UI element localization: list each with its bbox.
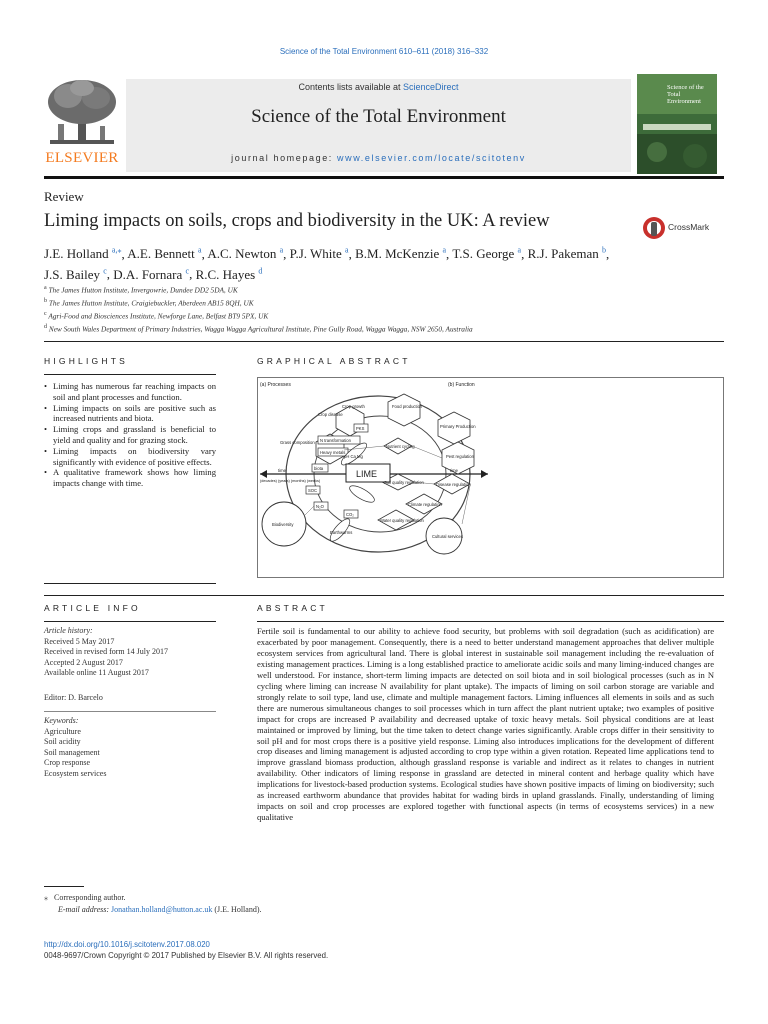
journal-homepage: journal homepage: www.elsevier.com/locate/scitotenv [231, 153, 526, 163]
crossmark-button[interactable] [642, 214, 726, 242]
journal-reference-link[interactable]: Science of the Total Environment 610–611 (2018) 316–332 [279, 47, 489, 56]
ga-node: N₂O [316, 504, 324, 509]
ga-node: Pest regulation [446, 454, 474, 459]
ga-node: Food production [392, 404, 423, 409]
affiliation: $^a$ The James Hutton Institute, Invergowrie, Dundee DD2 5DA, UK [44, 285, 238, 295]
sciencedirect-link[interactable]: ScienceDirect [403, 82, 459, 92]
keyword: Agriculture [44, 726, 81, 736]
cover-title-line-2: Total Environment [667, 91, 701, 105]
ga-node: Primary Production [440, 424, 476, 429]
highlight-item: • Liming impacts on soils are positive such as increased nutrients and biota. [44, 403, 216, 425]
footnote-rule [44, 886, 84, 887]
header-rule [44, 176, 724, 179]
author[interactable]: P.J. White $^a$ [289, 246, 349, 262]
ga-time-label: time [278, 468, 286, 473]
journal-title: Science of the Total Environment [251, 106, 506, 127]
email-suffix: (J.E. Holland). [214, 905, 262, 914]
abstract-heading: ABSTRACT [257, 603, 328, 613]
editor-line: Editor: D. Barcelo [44, 693, 103, 702]
ga-time-scale: (decades) (years) (months) (weeks) [260, 479, 321, 483]
graphical-abstract-figure[interactable] [257, 377, 724, 578]
author[interactable]: J.S. Bailey $^c$ [44, 266, 107, 282]
keyword: Soil acidity [44, 737, 81, 747]
author[interactable]: D.A. Fornara $^c$ [113, 266, 190, 282]
ga-node: Earthworms [330, 530, 353, 535]
history-item: Accepted 2 August 2017 [44, 657, 123, 667]
ga-function-label: (b) Function [448, 382, 475, 388]
article-title: Liming impacts on soils, crops and biodiversity in the UK: A review [44, 211, 550, 231]
ga-node: Crop disease [318, 412, 343, 417]
ga-time-label: time [450, 468, 458, 473]
article-footer [44, 939, 544, 961]
affiliation: $^d$ New South Wales Department of Primary Industries, Wagga Wagga Agricultural Institute, Pine Gully Road, Wagga Wagga, NSW 2650, Australia [44, 323, 473, 334]
history-label: Article history: [44, 626, 93, 635]
ga-node: CO₂ [346, 512, 354, 517]
highlight-item: • Liming has numerous far reaching impacts on soil and plant processes and function. [44, 381, 216, 403]
affiliation: $^b$ The James Hutton Institute, Craigiebuckler, Aberdeen AB15 8QH, UK [44, 297, 254, 308]
email-label: E-mail address: [58, 905, 110, 914]
author[interactable]: J.E. Holland $^{a,⁎}$ [44, 246, 122, 262]
cover-title-line-1: Science of the [667, 84, 704, 91]
author[interactable]: A.C. Newton $^a$ [207, 246, 284, 262]
ga-node: Water quality regulation [380, 518, 424, 523]
history-item: Received 5 May 2017 [44, 636, 115, 646]
ga-node: Grass composition [280, 440, 315, 445]
highlights-heading: HIGHLIGHTS [44, 356, 128, 366]
author-list: J.E. Holland $^{a,⁎}$, A.E. Bennett $^a$, A.C. Newton $^a$, P.J. White $^a$, B.M. McKenzie $^a$, T.S. George $^a$, R.J. Pakeman $^b$, J.S. Bailey $^c$, D.A. Fornara $^c$, R.C. Hayes $^d$ [44, 246, 610, 282]
affiliations-rule [44, 341, 724, 342]
author[interactable]: A.E. Bennett $^a$ [127, 246, 202, 262]
article-info-top-rule [44, 595, 724, 596]
publisher-name: ELSEVIER [45, 150, 119, 166]
ga-node: Crop growth [342, 404, 365, 409]
abstract-rule [257, 621, 724, 622]
ga-node: pH Ca Mg [344, 454, 363, 459]
keyword: Soil management [44, 747, 100, 757]
footnote-marker: ⁎ [44, 893, 48, 902]
keywords [44, 716, 216, 780]
highlights-rule [44, 374, 216, 375]
article-history [44, 626, 216, 679]
doi-link[interactable]: http://dx.doi.org/10.1016/j.scitotenv.2017.08.020 [44, 940, 210, 949]
footnote [44, 892, 444, 916]
abstract-text: Fertile soil is fundamental to our ability to achieve food security, but problems with soil degradation (such as acidification) are exacerbated by poor management. Consequently, there is a need to better understand management approaches that deliver multiple ecosystem services from agricultural land. There is global interest in sustainable soil management including the re-evaluation of existing management practices. Liming is a long established practice to ameliorate acidic soils and many liming-induced changes are well understood. For instance, short-term liming impacts are detected on soil biota and in soil biological processes (such as in N cycling where liming can increase N availability for plant uptake). The impacts of liming on soil carbon storage are variable and strongly relate to soil type, land use, climate and multiple management factors. Liming influences all elements in soils and as such there are numerous simultaneous changes to soil processes which in turn affect the plant nutrient uptake; two examples of positive impact for crops are increased P availability and decreased uptake of toxic heavy metals. Soil physical conditions are at least maintained or improved by liming, but the time taken to detect change varies significantly. Arable crops differ in their sensitivity to soil pH and for most crops there is a positive yield response. Liming also introduces implications for the development of different crop diseases and liming management is adjusted according to crop type within a given rotation. Repeated lime applications tend to improve grassland biomass production, although grassland response is variable and indirect as it relates to changes in nutrient availability. Other indicators of liming response in grassland are detected in mineral content and herbage quality which have implications for livestock-based production systems. Ecological studies have shown positive impacts of liming on biodiversity; such as increased earthworm abundance that provides habitat for wading birds in upland grasslands. Finally, understanding of liming impacts on soil and crop processes are explored together with functional aspects (in terms of ecosystems services) in a new qualitative [257, 626, 714, 823]
ga-node: N transformation [320, 438, 351, 443]
ga-node: Disease regulation [436, 482, 471, 487]
affiliations [44, 283, 704, 335]
ga-node: Nutrient cycling [386, 444, 415, 449]
keyword: Crop response [44, 758, 90, 768]
ga-node: PKS [356, 426, 365, 431]
author[interactable]: B.M. McKenzie $^a$ [355, 246, 447, 262]
highlights-list [44, 381, 216, 489]
article-info-rule [44, 621, 216, 622]
author[interactable]: T.S. George $^a$ [452, 246, 522, 262]
ga-node: Climate regulation [408, 502, 442, 507]
history-item: Available online 11 August 2017 [44, 668, 149, 678]
affiliation: $^c$ Agri-Food and Biosciences Institute, Newforge Lane, Belfast BT9 5PX, UK [44, 310, 269, 321]
crossmark-label: CrossMark [668, 222, 710, 232]
keywords-label: Keywords: [44, 716, 79, 725]
article-type: Review [44, 189, 84, 204]
ga-node: Heavy metals [320, 450, 346, 455]
graphical-abstract-heading: GRAPHICAL ABSTRACT [257, 356, 411, 366]
history-item: Received in revised form 14 July 2017 [44, 647, 168, 657]
author[interactable]: R.C. Hayes $^d$ [195, 266, 263, 282]
author-email-link[interactable]: Jonathan.holland@hutton.ac.uk [111, 905, 213, 914]
copyright: 0048-9697/Crown Copyright © 2017 Published by Elsevier B.V. All rights reserved. [44, 951, 329, 960]
ga-node: Cultural services [432, 534, 463, 539]
ga-node: Soil quality regulation [384, 480, 424, 485]
ga-node: Biodiversity [272, 522, 294, 527]
homepage-link[interactable]: www.elsevier.com/locate/scitotenv [337, 153, 526, 163]
highlight-item: • A qualitative framework shows how liming impacts change with time. [44, 467, 216, 489]
keyword: Ecosystem services [44, 768, 107, 778]
ga-node: biota [314, 466, 324, 471]
article-info-heading: ARTICLE INFO [44, 603, 141, 613]
contents-line: Contents lists available at ScienceDirect [298, 82, 459, 92]
highlight-item: • Liming crops and grassland is beneficial to yield and quality and for grazing stock. [44, 424, 216, 446]
corresponding-author-note: Corresponding author. [54, 893, 126, 902]
highlight-item: • Liming impacts on biodiversity vary significantly with evidence of positive effects. [44, 446, 216, 468]
ga-lime-label: LIME [356, 469, 378, 479]
journal-cover-image[interactable] [637, 74, 717, 174]
ga-processes-label: (a) Processes [260, 382, 291, 388]
author[interactable]: R.J. Pakeman $^b$ [527, 246, 606, 262]
ga-node: SOC [308, 488, 318, 493]
crossmark-icon [642, 214, 666, 242]
keywords-rule [44, 711, 216, 712]
highlights-bottom-rule [44, 583, 216, 584]
